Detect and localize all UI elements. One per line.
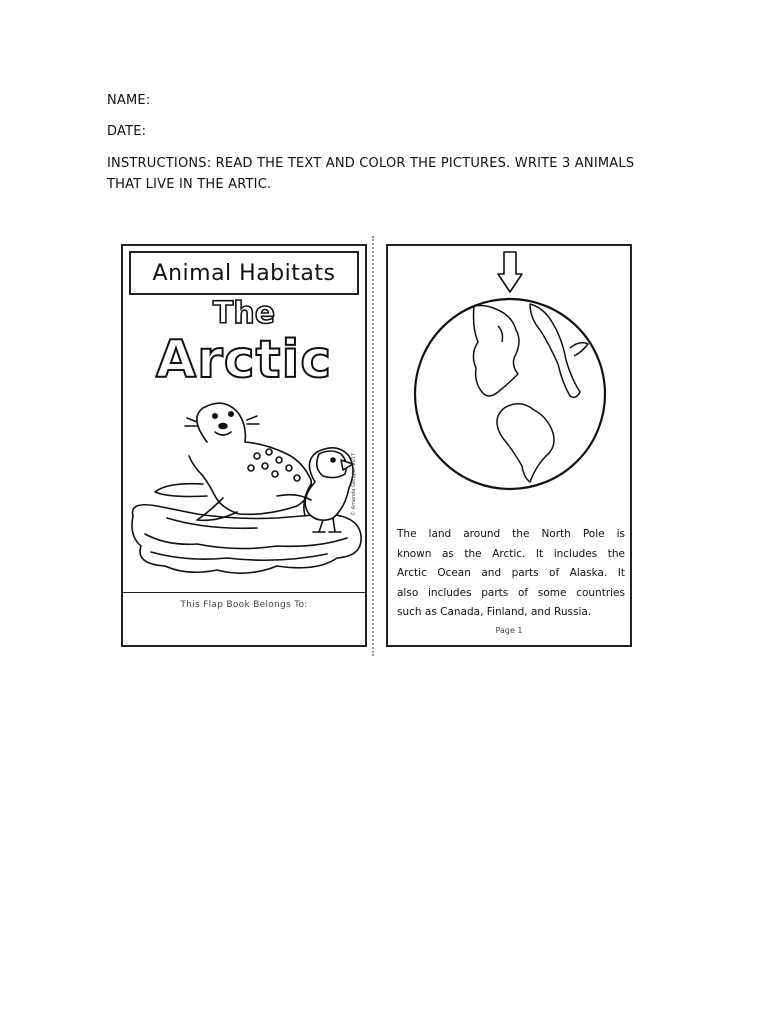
- date-label: DATE:: [107, 124, 147, 139]
- cover-title-box: [129, 251, 359, 295]
- down-arrow-icon: [496, 250, 524, 294]
- description-line: also includes parts of some countries: [397, 586, 625, 599]
- copyright-text: © Amanda Genglar 2017: [351, 452, 357, 516]
- fold-line: [372, 236, 374, 656]
- description-line: such as Canada, Finland, and Russia.: [397, 606, 592, 618]
- belongs-to-label: This Flap Book Belongs To:: [180, 600, 308, 610]
- cover-subtitle-the: The: [212, 296, 276, 331]
- description-line: known as the Arctic. It includes the: [397, 547, 625, 560]
- name-label: NAME:: [107, 93, 151, 108]
- page-number: Page 1: [495, 626, 523, 635]
- belongs-divider: [123, 592, 365, 593]
- description-line: Arctic Ocean and parts of Alaska. It: [397, 567, 625, 579]
- arctic-description: [397, 525, 625, 623]
- description-line: The land around the North Pole is: [397, 528, 625, 540]
- globe-illustration: [412, 296, 608, 492]
- cover-subtitle-arctic: Arctic: [155, 330, 333, 390]
- cover-card: [121, 244, 367, 647]
- instructions-text: INSTRUCTIONS: READ THE TEXT AND COLOR THE PICTURES. WRITE 3 ANIMALS THAT LIVE IN THE ARTIC.: [107, 156, 635, 192]
- cover-title: Animal Habitats: [152, 260, 336, 286]
- arctic-info-card: [386, 244, 632, 647]
- seal-and-puffin-illustration: [127, 396, 363, 592]
